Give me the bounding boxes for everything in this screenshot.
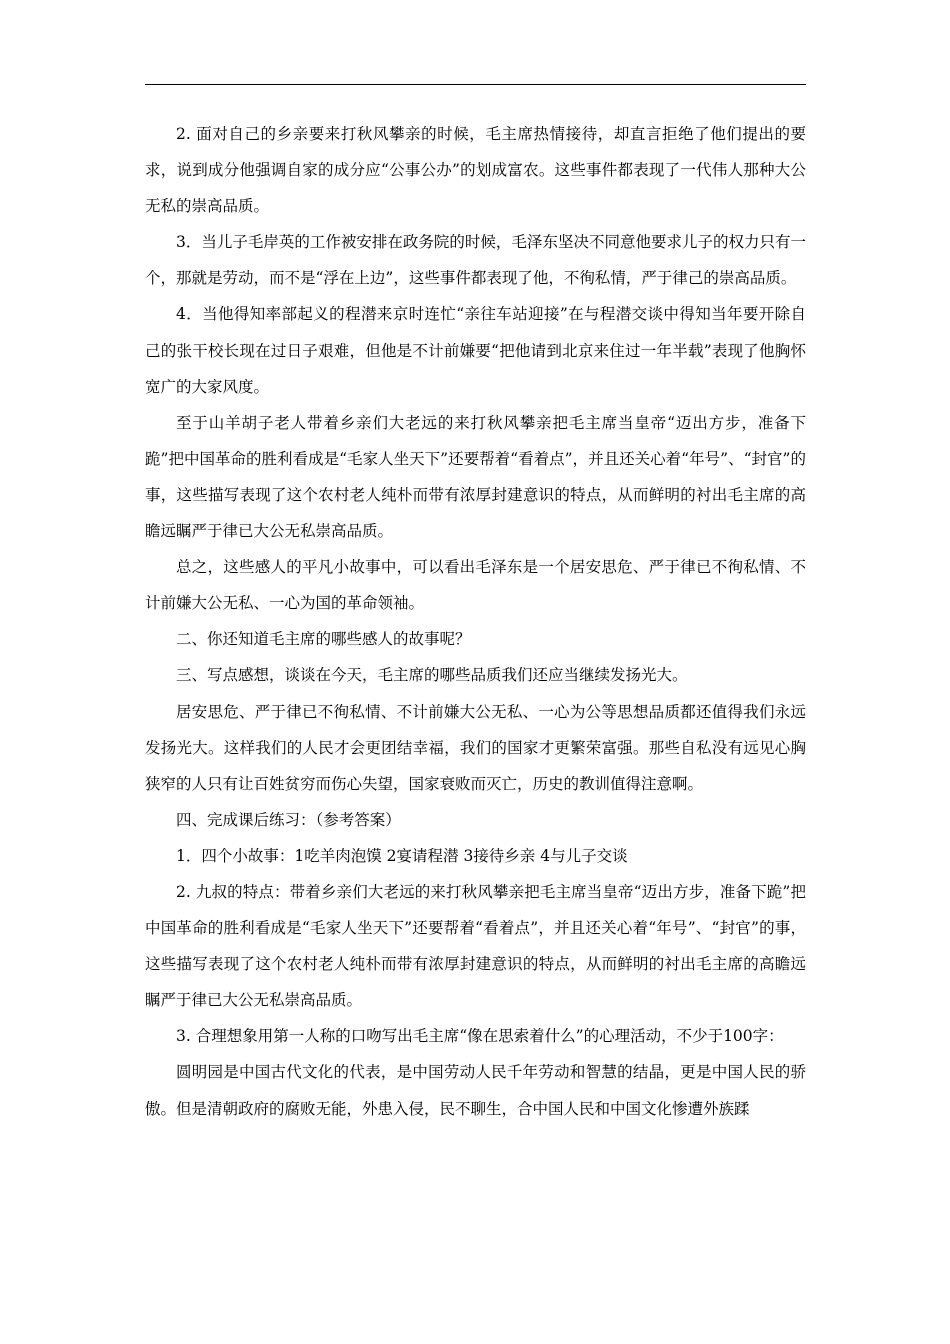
document-body xyxy=(145,116,806,1127)
answer-1: 1．四个小故事：1吃羊肉泡馍 2宴请程潜 3接待乡亲 4与儿子交谈 xyxy=(176,846,628,865)
heading-section-3: 三、写点感想，谈谈在今天，毛主席的哪些品质我们还应当继续发扬光大。 xyxy=(176,666,688,685)
answer-2: 2. 九叔的特点：带着乡亲们大老远的来打秋风攀亲把毛主席当皇帝“迈出方步，准备下跪”把中国革命的胜利看成是“毛家人坐天下”还要帮着“看着点”，并且还关心着“年号”、“封官”的事，这些描写表现了这个农村老人纯朴而带有浓厚封建意识的特点，从而鲜明的衬出毛主席的高瞻远瞩严于律已大公无私崇高品质。 xyxy=(145,882,806,1010)
paragraph-point-2: 2. 面对自己的乡亲要来打秋风攀亲的时候，毛主席热情接待，却直言拒绝了他们提出的要求，说到成分他强调自家的成分应“公事公办”的划成富农。这些事件都表现了一代伟人那种大公无私的崇高品质。 xyxy=(145,125,806,216)
paragraph-yuanmingyuan: 圆明园是中国古代文化的代表，是中国劳动人民千年劳动和智慧的结晶，更是中国人民的骄傲。但是清朝政府的腐败无能，外患入侵，民不聊生，合中国人民和中国文化惨遭外族蹂 xyxy=(145,1063,806,1118)
paragraph-reflection: 居安思危、严于律已不徇私情、不计前嫌大公无私、一心为公等思想品质都还值得我们永远发扬光大。这样我们的人民才会更团结幸福，我们的国家才更繁荣富强。那些自私没有远见心胸狭窄的人只有让百姓贫穷而伤心失望，国家衰败而灭亡，历史的教训值得注意啊。 xyxy=(145,702,806,793)
paragraph-summary: 总之，这些感人的平凡小故事中，可以看出毛泽东是一个居安思危、严于律已不徇私情、不计前嫌大公无私、一心为国的革命领袖。 xyxy=(145,558,806,613)
paragraph-point-3: 3．当儿子毛岸英的工作被安排在政务院的时候，毛泽东坚决不同意他要求儿子的权力只有一个，那就是劳动，而不是“浮在上边”，这些事件都表现了他，不徇私情，严于律己的崇高品质。 xyxy=(145,233,806,288)
heading-section-2: 二、你还知道毛主席的哪些感人的故事呢？ xyxy=(176,630,471,649)
paragraph-uncle-analysis: 至于山羊胡子老人带着乡亲们大老远的来打秋风攀亲把毛主席当皇帝“迈出方步，准备下跪”把中国革命的胜利看成是“毛家人坐天下”还要帮着“看着点”，并且还关心着“年号”、“封官”的事，这些描写表现了这个农村老人纯朴而带有浓厚封建意识的特点，从而鲜明的衬出毛主席的高瞻远瞩严于律已大公无私崇高品质。 xyxy=(145,413,806,541)
heading-section-4: 四、完成课后练习：（参考答案） xyxy=(176,810,401,829)
answer-3: 3. 合理想象用第一人称的口吻写出毛主席“像在思索着什么”的心理活动，不少于100字： xyxy=(176,1027,784,1046)
header-rule xyxy=(145,84,806,85)
paragraph-point-4: 4．当他得知率部起义的程潜来京时连忙“亲往车站迎接”在与程潜交谈中得知当年要开除自己的张干校长现在过日子艰难，但他是不计前嫌要“把他请到北京来住过一年半载”表现了他胸怀宽广的大家风度。 xyxy=(145,305,806,396)
